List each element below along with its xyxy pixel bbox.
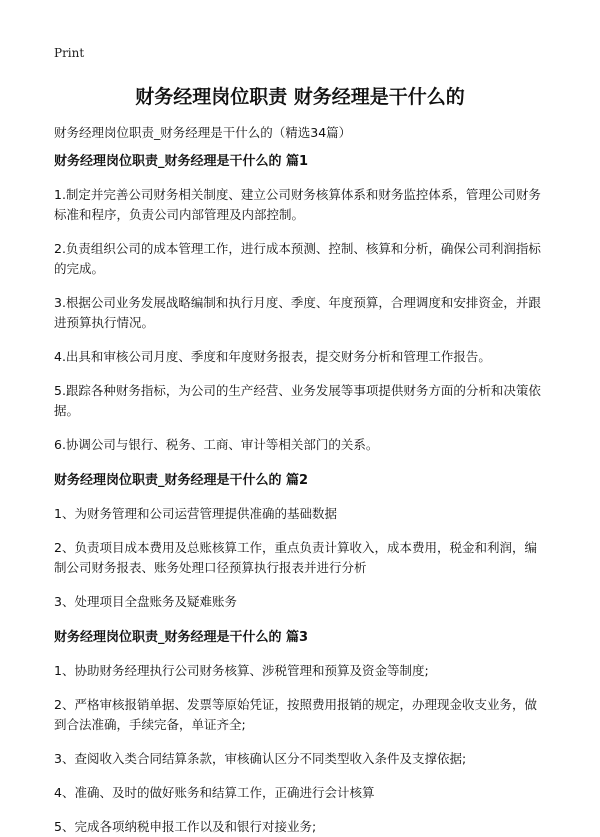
section-heading: 财务经理岗位职责_财务经理是干什么的 篇3 xyxy=(54,630,309,645)
paragraph: 3、查阅收入类合同结算条款，审核确认区分不同类型收入条件及支撑依据; xyxy=(54,751,467,766)
section-heading: 财务经理岗位职责_财务经理是干什么的 篇1 xyxy=(54,154,309,169)
section-heading: 财务经理岗位职责_财务经理是干什么的 篇2 xyxy=(54,473,309,488)
page-title: 财务经理岗位职责 财务经理是干什么的 xyxy=(135,86,465,108)
paragraph: 6.协调公司与银行、税务、工商、审计等相关部门的关系。 xyxy=(54,437,379,452)
paragraph: 2、负责项目成本费用及总账核算工作，重点负责计算收入，成本费用，税金和利润，编制公司财务报表、账务处理口径预算执行报表并进行分析 xyxy=(54,540,537,575)
section-3 xyxy=(54,626,548,837)
section-1 xyxy=(54,150,548,469)
paragraph: 4、准确、及时的做好账务和结算工作，正确进行会计核算 xyxy=(54,785,375,800)
paragraph: 2.负责组织公司的成本管理工作，进行成本预测、控制、核算和分析，确保公司利润指标的完成。 xyxy=(54,241,541,276)
paragraph: 5.跟踪各种财务指标，为公司的生产经营、业务发展等事项提供财务方面的分析和决策依据。 xyxy=(54,383,541,418)
paragraph: 5、完成各项纳税申报工作以及和银行对接业务; xyxy=(54,819,317,834)
paragraph: 1、为财务管理和公司运营管理提供准确的基础数据 xyxy=(54,506,337,521)
paragraph: 3、处理项目全盘账务及疑难账务 xyxy=(54,594,237,609)
paragraph: 3.根据公司业务发展战略编制和执行月度、季度、年度预算，合理调度和安排资金，并跟进预算执行情况。 xyxy=(54,295,541,330)
paragraph: 4.出具和审核公司月度、季度和年度财务报表，提交财务分析和管理工作报告。 xyxy=(54,349,491,364)
paragraph: 1.制定并完善公司财务相关制度、建立公司财务核算体系和财务监控体系，管理公司财务标准和程序，负责公司内部管理及内部控制。 xyxy=(54,187,541,222)
document-body xyxy=(54,150,548,837)
paragraph: 1、协助财务经理执行公司财务核算、涉税管理和预算及资金等制度; xyxy=(54,663,429,678)
paragraph: 2、严格审核报销单据、发票等原始凭证，按照费用报销的规定，办理现金收支业务，做到合法准确，手续完备，单证齐全; xyxy=(54,697,537,732)
section-2 xyxy=(54,469,548,626)
print-link[interactable]: Print xyxy=(54,46,85,60)
page-subtitle: 财务经理岗位职责_财务经理是干什么的（精选34篇） xyxy=(54,125,352,140)
